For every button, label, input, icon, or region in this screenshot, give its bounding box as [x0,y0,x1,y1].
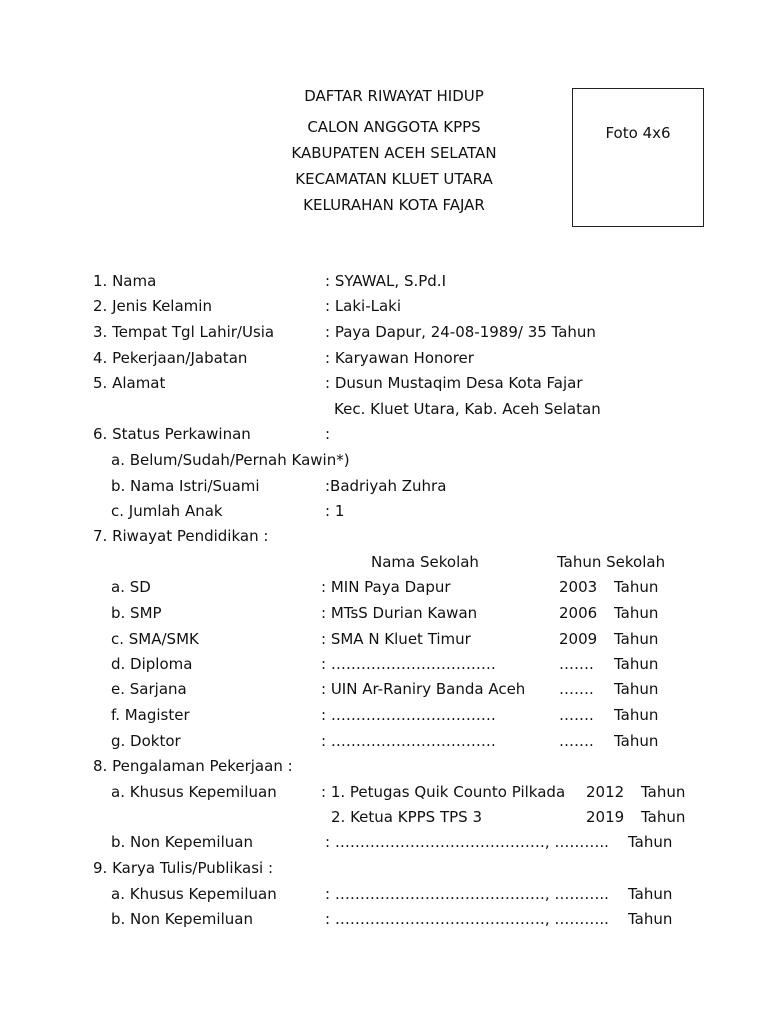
pengalaman-non-value: : ……………………………………, ……….. [325,833,609,851]
ttl-value: : Paya Dapur, 24-08-1989/ 35 Tahun [325,323,596,341]
pengalaman-khusus-2-year: 2019 [586,808,625,826]
edu-unit: Tahun [614,578,659,596]
status-colon: : [325,425,331,443]
karya-non-label: b. Non Kepemiluan [111,910,253,928]
pengalaman-non-unit: Tahun [628,833,673,851]
edu-unit: Tahun [614,680,659,698]
edu-level: f. Magister [111,706,190,724]
alamat-value-2: Kec. Kluet Utara, Kab. Aceh Selatan [334,400,601,418]
edu-level: g. Doktor [111,732,181,750]
pengalaman-khusus-label: a. Khusus Kepemiluan [111,783,277,801]
edu-level: b. SMP [111,604,162,622]
edu-unit: Tahun [614,655,659,673]
pekerjaan-label: 4. Pekerjaan/Jabatan [93,349,248,367]
header-line-4: KELURAHAN KOTA FAJAR [303,196,485,214]
nama-value: : SYAWAL, S.Pd.I [325,272,446,290]
document-title: DAFTAR RIWAYAT HIDUP [304,87,484,105]
ttl-label: 3. Tempat Tgl Lahir/Usia [93,323,275,341]
edu-level: a. SD [111,578,151,596]
photo-box [572,88,704,227]
edu-school: : …………………………… [321,732,496,750]
edu-year: ……. [559,680,594,698]
edu-year: ……. [559,706,594,724]
edu-unit: Tahun [614,732,659,750]
pengalaman-khusus-2-unit: Tahun [641,808,686,826]
edu-year: ……. [559,732,594,750]
edu-school: : SMA N Kluet Timur [321,630,471,648]
status-b-value: :Badriyah Zuhra [325,477,447,495]
edu-unit: Tahun [614,630,659,648]
edu-level: e. Sarjana [111,680,187,698]
karya-non-unit: Tahun [628,910,673,928]
col-tahun-sekolah: Tahun Sekolah [557,553,666,571]
edu-year: ……. [559,655,594,673]
karya-label: 9. Karya Tulis/Publikasi : [93,859,274,877]
status-c-value: : 1 [325,502,345,520]
edu-school: : …………………………… [321,706,496,724]
pengalaman-khusus-1-unit: Tahun [641,783,686,801]
col-nama-sekolah: Nama Sekolah [371,553,479,571]
header-line-2: KABUPATEN ACEH SELATAN [291,144,497,162]
header-line-3: KECAMATAN KLUET UTARA [295,170,493,188]
edu-year: 2006 [559,604,598,622]
pengalaman-khusus-1-year: 2012 [586,783,625,801]
pekerjaan-value: : Karyawan Honorer [325,349,474,367]
pengalaman-khusus-1: : 1. Petugas Quik Counto Pilkada [321,783,566,801]
karya-khusus-unit: Tahun [628,885,673,903]
edu-school: : MIN Paya Dapur [321,578,451,596]
jenis-kelamin-value: : Laki-Laki [325,297,402,315]
status-label: 6. Status Perkawinan [93,425,251,443]
alamat-value-1: : Dusun Mustaqim Desa Kota Fajar [325,374,583,392]
edu-unit: Tahun [614,604,659,622]
status-a: a. Belum/Sudah/Pernah Kawin*) [111,451,350,469]
alamat-label: 5. Alamat [93,374,166,392]
status-b-label: b. Nama Istri/Suami [111,477,260,495]
edu-year: 2003 [559,578,598,596]
edu-school: : MTsS Durian Kawan [321,604,478,622]
karya-khusus-label: a. Khusus Kepemiluan [111,885,277,903]
pengalaman-label: 8. Pengalaman Pekerjaan : [93,757,293,775]
edu-level: c. SMA/SMK [111,630,199,648]
edu-school: : …………………………… [321,655,496,673]
status-c-label: c. Jumlah Anak [111,502,223,520]
edu-unit: Tahun [614,706,659,724]
edu-school: : UIN Ar-Raniry Banda Aceh [321,680,526,698]
nama-label: 1. Nama [93,272,157,290]
karya-khusus-value: : ……………………………………, ……….. [325,885,609,903]
pengalaman-khusus-2: 2. Ketua KPPS TPS 3 [331,808,483,826]
pengalaman-non-label: b. Non Kepemiluan [111,833,253,851]
pendidikan-label: 7. Riwayat Pendidikan : [93,527,269,545]
photo-label: Foto 4x6 [605,124,671,142]
edu-level: d. Diploma [111,655,193,673]
karya-non-value: : ……………………………………, ……….. [325,910,609,928]
edu-year: 2009 [559,630,598,648]
jenis-kelamin-label: 2. Jenis Kelamin [93,297,212,315]
header-line-1: CALON ANGGOTA KPPS [307,118,481,136]
